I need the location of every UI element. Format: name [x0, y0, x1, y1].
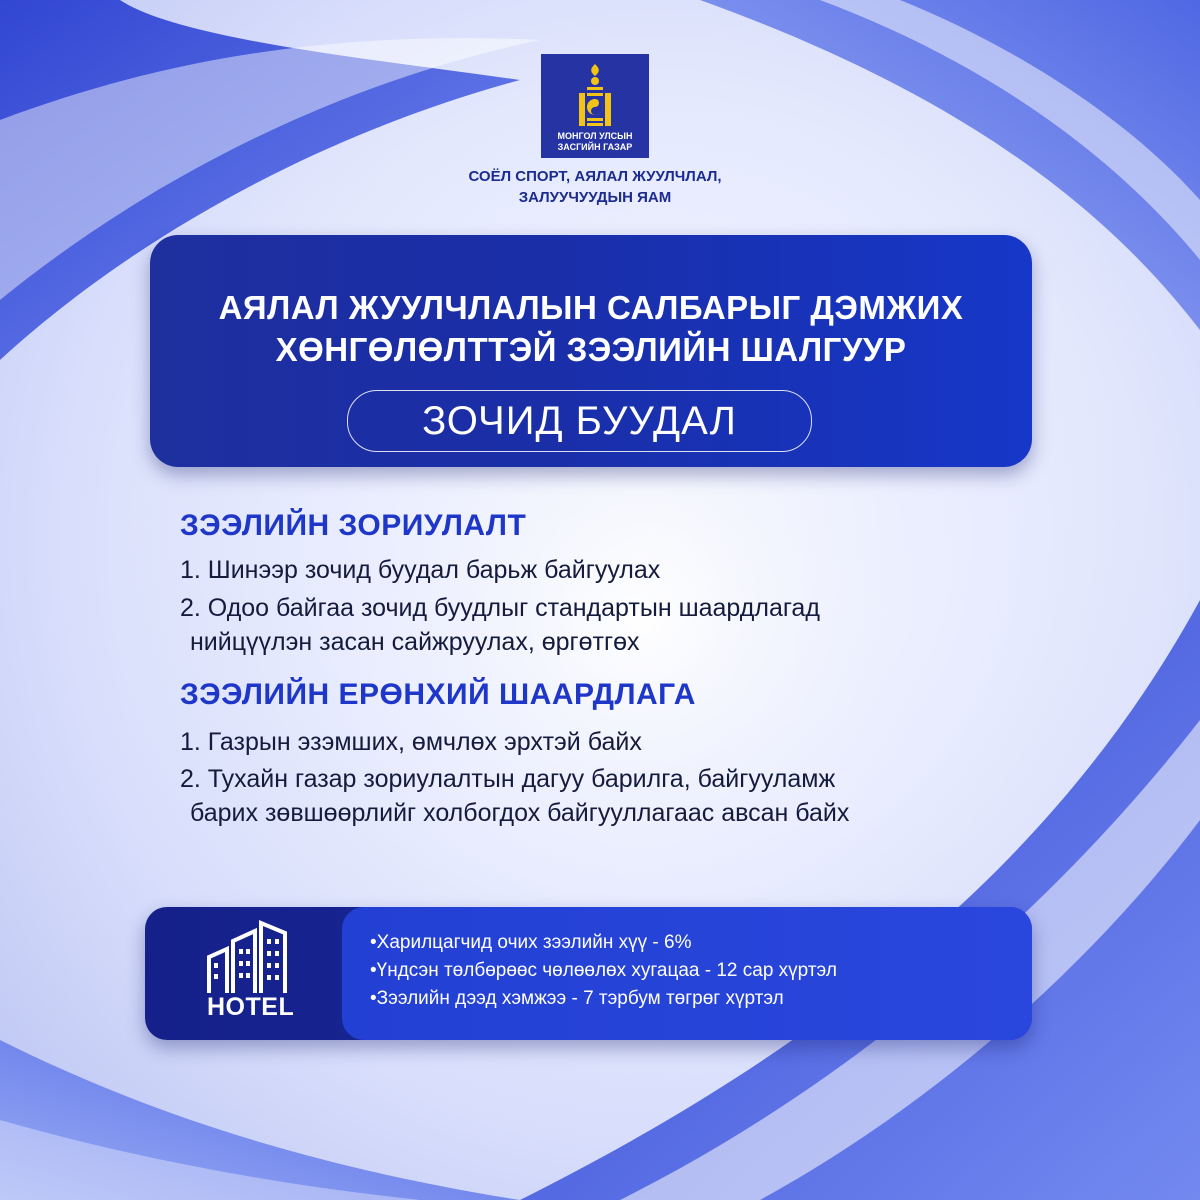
hotel-label: HOTEL	[207, 993, 295, 1021]
loan-max-amount: •Зээлийн дээд хэмжээ - 7 тэрбум төгрөг хүртэл	[370, 988, 784, 1009]
logo-caption	[541, 131, 649, 153]
category-badge: ЗОЧИД БУУДАЛ	[347, 390, 812, 452]
title-line-2: ХӨНГӨЛӨЛТТЭЙ ЗЭЭЛИЙН ШАЛГУУР	[275, 331, 907, 368]
requirements-heading: ЗЭЭЛИЙН ЕРӨНХИЙ ШААРДЛАГА	[180, 678, 696, 711]
loan-interest-rate: •Харилцагчид очих зээлийн хүү - 6%	[370, 932, 692, 953]
ministry-line-1: СОЁЛ СПОРТ, АЯЛАЛ ЖУУЛЧЛАЛ,	[468, 168, 722, 185]
ministry-line-2: ЗАЛУУЧУУДЫН ЯАМ	[518, 189, 672, 206]
loan-terms-panel	[342, 907, 1032, 1040]
logo-line-1: МОНГОЛ УЛСЫН	[557, 131, 633, 141]
ministry-name	[420, 166, 770, 208]
title-card	[150, 235, 1032, 467]
hotel-building-icon	[205, 919, 305, 1000]
purpose-item-2-line-1: 2. Одоо байгаа зочид буудлыг стандартын шаардлагад	[180, 594, 820, 622]
purpose-item-2-line-2: нийцүүлэн засан сайжруулах, өргөтгөх	[190, 628, 640, 656]
page-title	[150, 287, 1032, 371]
requirements-item-2-line-2: барих зөвшөөрлийг холбогдох байгууллагаас авсан байх	[190, 799, 850, 827]
title-line-1: АЯЛАЛ ЖУУЛЧЛАЛЫН САЛБАРЫГ ДЭМЖИХ	[218, 289, 964, 326]
loan-grace-period: •Үндсэн төлбөрөөс чөлөөлөх хугацаа - 12 сар хүртэл	[370, 960, 837, 981]
requirements-item-2-line-1: 2. Тухайн газар зориулалтын дагуу барилга, байгууламж	[180, 765, 836, 793]
purpose-item-1: 1. Шинээр зочид буудал барьж байгуулах	[180, 556, 661, 584]
requirements-item-1: 1. Газрын эзэмших, өмчлөх эрхтэй байх	[180, 728, 642, 756]
hotel-info-card	[145, 907, 1032, 1040]
logo-line-2: ЗАСГИЙН ГАЗАР	[557, 142, 633, 152]
soyombo-emblem-icon	[575, 62, 615, 128]
purpose-heading: ЗЭЭЛИЙН ЗОРИУЛАЛТ	[180, 509, 527, 542]
government-logo	[541, 54, 649, 158]
